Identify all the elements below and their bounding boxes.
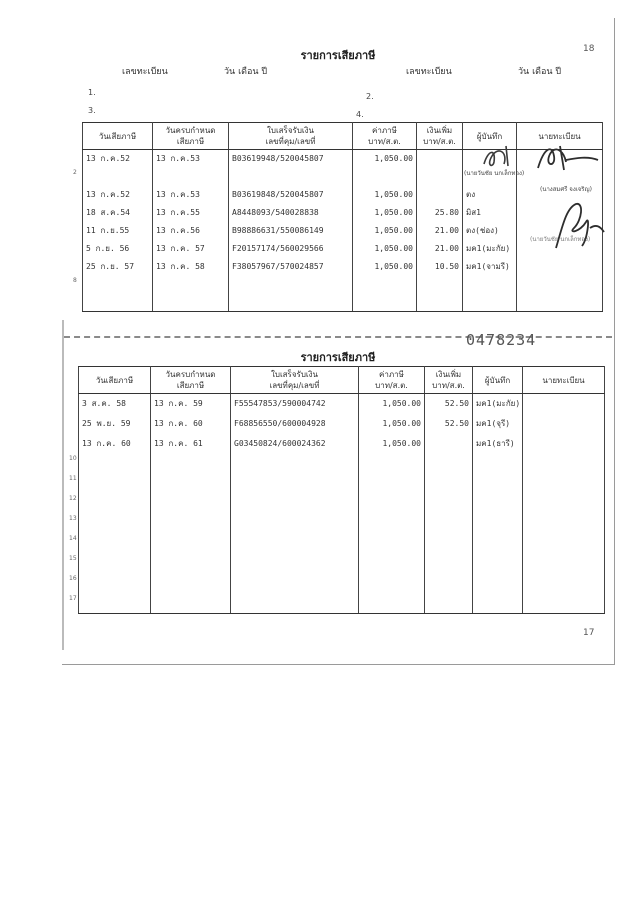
cell-paid-date-text: 13 ก.ค.52 — [86, 154, 130, 164]
cell-due-date — [151, 414, 231, 434]
stamp-name-3: (นายวันชัย นกเล็กทอง) — [530, 236, 591, 243]
cell-recorder — [473, 494, 523, 514]
cell-paid-date — [83, 240, 153, 258]
cell-receipt — [231, 474, 359, 494]
signature-registrar-2 — [546, 198, 606, 254]
cell-recorder — [473, 514, 523, 534]
table-row — [83, 294, 603, 312]
cell-recorder — [473, 474, 523, 494]
cell-surcharge-text: 52.50 — [444, 419, 469, 428]
cell-registrar — [523, 434, 605, 454]
cell-due-date — [153, 294, 229, 312]
cell-receipt — [231, 574, 359, 594]
cell-paid-date — [83, 294, 153, 312]
cell-registrar — [523, 474, 605, 494]
cell-tax-amount — [359, 434, 425, 454]
cell-receipt — [231, 514, 359, 534]
cell-paid-date-text: 25 ก.ย. 57 — [86, 262, 135, 271]
cell-paid-date-text: 3 ส.ค. 58 — [82, 399, 126, 409]
cell-surcharge — [417, 294, 463, 312]
cell-surcharge-text: 21.00 — [434, 244, 459, 253]
cell-paid-date — [79, 414, 151, 434]
cell-paid-date — [69, 594, 151, 614]
bottom-table-header-row — [79, 367, 605, 394]
cell-tax-amount — [359, 534, 425, 554]
cell-surcharge-text: 21.00 — [434, 226, 459, 235]
cell-recorder — [463, 222, 517, 240]
cell-recorder — [473, 434, 523, 454]
table-row — [83, 204, 603, 222]
cell-receipt — [229, 240, 353, 258]
stamp-name-1: (นายวันชัย นกเล็กทอง) — [464, 170, 525, 177]
cell-paid-date-text: 5 ก.ย. 56 — [86, 244, 130, 253]
row-number: 14 — [69, 534, 77, 542]
cell-paid-date — [73, 168, 153, 186]
table-row — [79, 434, 605, 454]
table-row — [79, 414, 605, 434]
cell-paid-date — [69, 534, 151, 554]
cell-registrar — [523, 574, 605, 594]
cell-paid-date — [83, 186, 153, 204]
table-row — [83, 258, 603, 276]
cell-tax-amount — [359, 594, 425, 614]
table-row — [83, 186, 603, 204]
cell-recorder — [463, 240, 517, 258]
cell-paid-date — [69, 574, 151, 594]
cell-recorder — [473, 554, 523, 574]
cell-receipt — [231, 414, 359, 434]
cell-paid-date — [69, 454, 151, 474]
cell-receipt-text: G03450824/600024362 — [234, 439, 326, 448]
cell-receipt-text: B03619948/520045807 — [232, 154, 324, 164]
cell-surcharge-text: 25.80 — [434, 208, 459, 217]
cell-tax-amount — [353, 276, 417, 294]
cell-receipt — [231, 494, 359, 514]
cell-paid-date — [83, 222, 153, 240]
cell-due-date-text: 13 ก.ค. 58 — [156, 262, 205, 271]
cell-recorder — [463, 258, 517, 276]
cell-receipt-text: B03619848/520045807 — [232, 190, 324, 199]
cell-recorder-text: มค1(มะกัย) — [466, 244, 511, 253]
cell-tax-amount-text: 1,050.00 — [374, 226, 413, 235]
cell-surcharge — [417, 240, 463, 258]
cell-surcharge — [425, 414, 473, 434]
reg-number-3: 3. — [88, 106, 96, 115]
cell-paid-date — [83, 258, 153, 276]
cell-due-date-text: 13 ก.ค. 57 — [156, 244, 205, 253]
cell-receipt — [231, 554, 359, 574]
row-number: 15 — [69, 554, 77, 562]
cell-receipt — [229, 150, 353, 168]
cell-tax-amount — [353, 240, 417, 258]
cell-recorder-text: มค1(จามรี) — [466, 262, 510, 271]
cell-surcharge — [417, 204, 463, 222]
cell-recorder — [463, 204, 517, 222]
cell-due-date-text: 13 ก.ค. 59 — [154, 399, 203, 409]
cell-tax-amount — [359, 554, 425, 574]
cell-tax-amount-text: 1,050.00 — [382, 419, 421, 428]
reg-number-2: 2. — [366, 92, 374, 101]
cell-surcharge — [425, 454, 473, 474]
cell-receipt — [231, 454, 359, 474]
table-row — [79, 514, 605, 534]
cell-surcharge — [417, 276, 463, 294]
cell-receipt — [229, 276, 353, 294]
cell-receipt — [231, 434, 359, 454]
cell-surcharge — [425, 534, 473, 554]
cell-tax-amount — [353, 168, 417, 186]
cell-surcharge — [425, 494, 473, 514]
cell-surcharge — [417, 186, 463, 204]
table-row — [83, 276, 603, 294]
top-section-title: รายการเสียภาษี — [300, 49, 376, 62]
table-row — [79, 554, 605, 574]
header-receipt: ใบเสร็จรับเงิน เลขที่คุม/เลขที่ — [229, 123, 353, 150]
table-row — [79, 474, 605, 494]
cell-surcharge — [425, 514, 473, 534]
cell-tax-amount-text: 1,050.00 — [382, 399, 421, 409]
header-due-date: วันครบกำหนด เสียภาษี — [151, 367, 231, 394]
cell-paid-date — [73, 276, 153, 294]
cell-recorder-text: มค1(จุรี) — [476, 419, 511, 428]
cell-tax-amount — [359, 454, 425, 474]
cell-receipt — [229, 294, 353, 312]
header-receipt: ใบเสร็จรับเงิน เลขที่คุม/เลขที่ — [231, 367, 359, 394]
cell-due-date — [153, 204, 229, 222]
cell-surcharge — [425, 594, 473, 614]
cell-paid-date-text: 25 พ.ย. 59 — [82, 419, 131, 428]
cell-surcharge — [425, 394, 473, 414]
cell-recorder — [473, 574, 523, 594]
cell-registrar — [523, 554, 605, 574]
row-number: 13 — [69, 514, 77, 522]
table-row — [79, 394, 605, 414]
cell-receipt-text: F20157174/560029566 — [232, 244, 324, 253]
cell-due-date — [151, 434, 231, 454]
cell-tax-amount — [359, 414, 425, 434]
cell-tax-amount — [353, 222, 417, 240]
cell-due-date — [151, 394, 231, 414]
cell-tax-amount-text: 1,050.00 — [374, 208, 413, 217]
header-paid-date: วันเสียภาษี — [83, 123, 153, 150]
bottom-section-title: รายการเสียภาษี — [300, 351, 376, 364]
cell-recorder-text: มค1(ธารี) — [476, 439, 515, 448]
top-tax-section — [68, 44, 608, 324]
cell-receipt-text: A8448093/540028838 — [232, 208, 319, 217]
row-number: 17 — [69, 594, 77, 602]
reg-label-right: เลขทะเบียน — [406, 67, 452, 77]
cell-surcharge — [417, 222, 463, 240]
cell-tax-amount-text: 1,050.00 — [382, 439, 421, 448]
cell-due-date — [151, 454, 231, 474]
cell-receipt — [229, 204, 353, 222]
serial-number: 0478234 — [466, 331, 537, 349]
header-tax-amount: ค่าภาษี บาท/ส.ต. — [359, 367, 425, 394]
cell-tax-amount-text: 1,050.00 — [374, 190, 413, 199]
cell-recorder-text: ตง — [466, 190, 476, 199]
cell-receipt — [229, 222, 353, 240]
header-recorder: ผู้บันทึก — [463, 123, 517, 150]
bottom-tax-section — [68, 344, 608, 644]
scan-shadow — [62, 320, 64, 650]
cell-due-date-text: 13 ก.ค.56 — [156, 226, 200, 235]
cell-recorder-text: มค1(มะกัย) — [476, 399, 521, 409]
cell-paid-date — [83, 204, 153, 222]
cell-recorder — [473, 394, 523, 414]
cell-registrar — [523, 534, 605, 554]
cell-tax-amount — [353, 150, 417, 168]
cell-surcharge-text: 52.50 — [444, 399, 469, 409]
cell-paid-date-text: 13 ก.ค. 60 — [82, 439, 131, 448]
cell-due-date-text: 13 ก.ค. 61 — [154, 439, 203, 448]
cell-due-date — [153, 150, 229, 168]
row-number: 8 — [73, 276, 77, 284]
cell-registrar — [523, 514, 605, 534]
cell-due-date — [151, 494, 231, 514]
cell-due-date — [151, 574, 231, 594]
cell-receipt-text: F55547853/590004742 — [234, 399, 326, 409]
cell-recorder-text: มิส1 — [466, 208, 481, 217]
header-registrar: นายทะเบียน — [523, 367, 605, 394]
table-row — [79, 574, 605, 594]
cell-tax-amount — [353, 294, 417, 312]
cell-tax-amount — [359, 394, 425, 414]
cell-tax-amount — [359, 574, 425, 594]
cell-paid-date-text: 18 ส.ค.54 — [86, 208, 130, 217]
cell-receipt — [231, 394, 359, 414]
cell-registrar — [523, 394, 605, 414]
header-surcharge: เงินเพิ่ม บาท/ส.ต. — [417, 123, 463, 150]
cell-receipt-text: B98886631/550086149 — [232, 226, 324, 235]
table-row — [79, 494, 605, 514]
table-row — [79, 534, 605, 554]
date-label-left: วัน เดือน ปี — [224, 67, 268, 77]
stamp-name-2: (นางสมศรี จงเจริญ) — [540, 186, 592, 193]
cell-due-date-text: 13 ก.ค. 60 — [154, 419, 203, 428]
cell-surcharge — [417, 258, 463, 276]
cell-due-date — [151, 554, 231, 574]
row-number: 10 — [69, 454, 77, 462]
signature-registrar-1 — [530, 140, 602, 174]
cell-paid-date — [83, 150, 153, 168]
cell-due-date-text: 13 ก.ค.53 — [156, 154, 200, 164]
cell-paid-date — [79, 394, 151, 414]
cell-paid-date — [69, 494, 151, 514]
cell-recorder — [473, 534, 523, 554]
cell-paid-date-text: 11 ก.ย.55 — [86, 226, 130, 235]
reg-label-left: เลขทะเบียน — [122, 67, 168, 77]
cell-surcharge — [425, 434, 473, 454]
cell-recorder — [473, 594, 523, 614]
cell-tax-amount — [353, 258, 417, 276]
cell-tax-amount — [353, 186, 417, 204]
cell-paid-date-text: 13 ก.ค.52 — [86, 190, 130, 199]
cell-registrar — [523, 494, 605, 514]
cell-tax-amount-text: 1,050.00 — [374, 262, 413, 271]
page-number-top: 18 — [583, 44, 595, 54]
cell-paid-date — [69, 554, 151, 574]
cell-due-date — [153, 258, 229, 276]
cell-tax-amount — [359, 474, 425, 494]
table-row — [79, 594, 605, 614]
cell-paid-date — [69, 514, 151, 534]
cell-surcharge — [417, 168, 463, 186]
cell-receipt-text: F38057967/570024857 — [232, 262, 324, 271]
cell-registrar — [523, 414, 605, 434]
cell-registrar — [523, 594, 605, 614]
reg-number-1: 1. — [88, 88, 96, 97]
cell-due-date — [153, 186, 229, 204]
cell-due-date — [151, 594, 231, 614]
header-due-date: วันครบกำหนด เสียภาษี — [153, 123, 229, 150]
cell-recorder — [473, 414, 523, 434]
cell-recorder — [473, 454, 523, 474]
cell-due-date — [153, 276, 229, 294]
cell-surcharge — [417, 150, 463, 168]
cell-recorder-text: ตง(ช่อง) — [466, 226, 499, 235]
cell-due-date-text: 13 ก.ค.55 — [156, 208, 200, 217]
page-number-bottom: 17 — [583, 628, 595, 638]
row-number: 12 — [69, 494, 77, 502]
row-number: 11 — [69, 474, 77, 482]
cell-recorder — [463, 186, 517, 204]
cell-due-date — [153, 168, 229, 186]
cell-surcharge — [425, 574, 473, 594]
cell-due-date — [151, 534, 231, 554]
header-surcharge: เงินเพิ่ม บาท/ส.ต. — [425, 367, 473, 394]
cell-receipt — [229, 168, 353, 186]
cell-due-date — [151, 474, 231, 494]
cell-registrar — [523, 454, 605, 474]
bottom-tax-table — [69, 366, 605, 614]
cell-receipt — [231, 594, 359, 614]
cell-due-date — [151, 514, 231, 534]
cell-receipt — [231, 534, 359, 554]
cell-due-date — [153, 222, 229, 240]
cell-tax-amount — [359, 494, 425, 514]
cell-tax-amount-text: 1,050.00 — [374, 244, 413, 253]
date-label-right: วัน เดือน ปี — [518, 67, 562, 77]
table-row — [79, 454, 605, 474]
cell-registrar — [517, 294, 603, 312]
cell-recorder — [463, 276, 517, 294]
table-row — [83, 240, 603, 258]
cell-surcharge-text: 10.50 — [434, 262, 459, 271]
header-registrar: นายทะเบียน — [517, 123, 603, 150]
cell-tax-amount-text: 1,050.00 — [374, 154, 413, 164]
header-paid-date: วันเสียภาษี — [79, 367, 151, 394]
cell-registrar — [517, 276, 603, 294]
row-number: 16 — [69, 574, 77, 582]
header-recorder: ผู้บันทึก — [473, 367, 523, 394]
cell-receipt — [229, 186, 353, 204]
header-tax-amount: ค่าภาษี บาท/ส.ต. — [353, 123, 417, 150]
cell-surcharge — [425, 474, 473, 494]
cell-receipt — [229, 258, 353, 276]
cell-tax-amount — [359, 514, 425, 534]
table-row — [83, 222, 603, 240]
cell-recorder — [463, 294, 517, 312]
cell-due-date — [153, 240, 229, 258]
cell-paid-date — [79, 434, 151, 454]
cell-receipt-text: F68856550/600004928 — [234, 419, 326, 428]
row-number: 2 — [73, 168, 77, 176]
cell-paid-date — [69, 474, 151, 494]
cell-registrar — [517, 258, 603, 276]
cell-surcharge — [425, 554, 473, 574]
reg-number-4: 4. — [356, 110, 364, 119]
cell-tax-amount — [353, 204, 417, 222]
cell-due-date-text: 13 ก.ค.53 — [156, 190, 200, 199]
